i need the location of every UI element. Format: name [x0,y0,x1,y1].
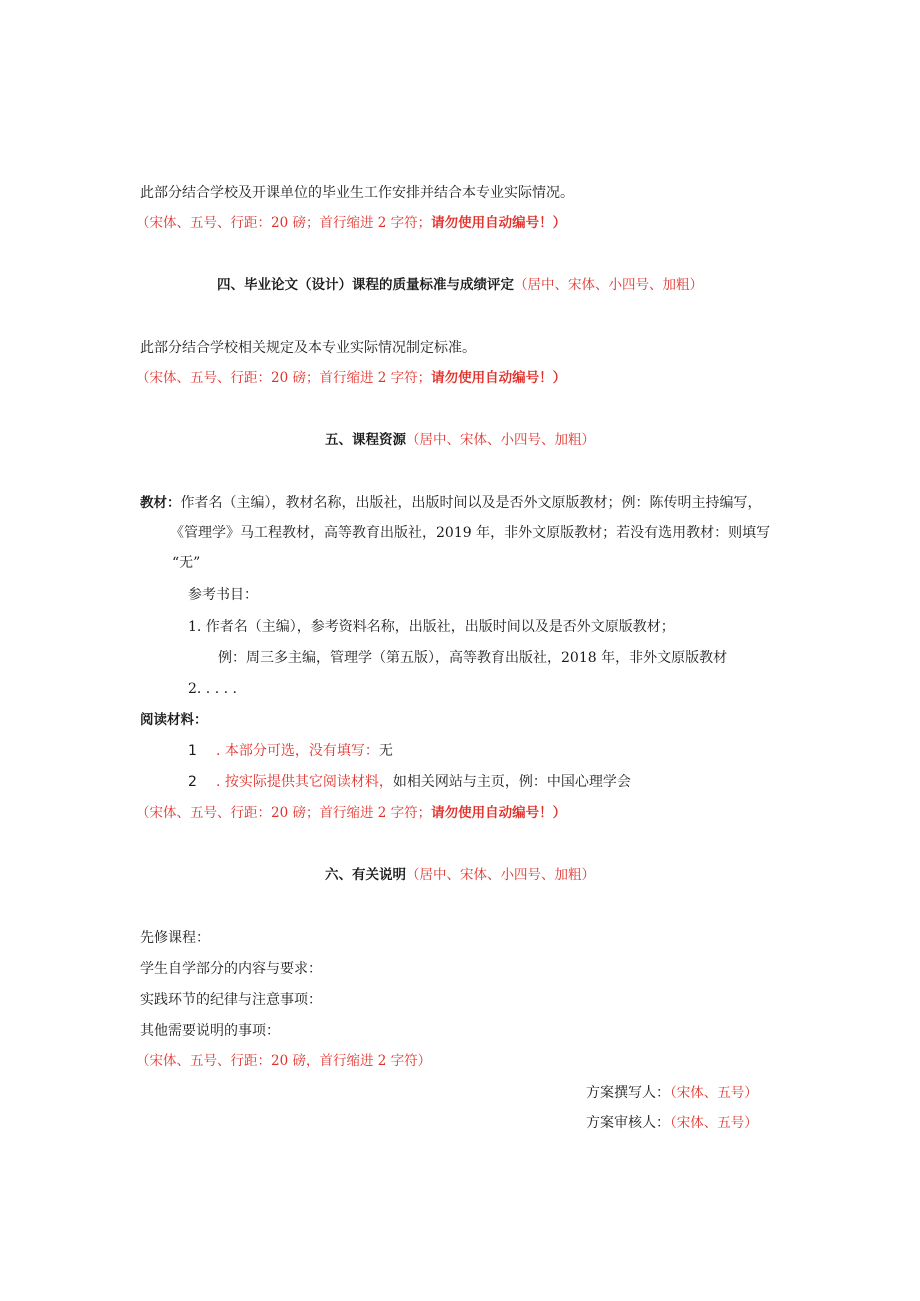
textbook-line-2: 《管理学》马工程教材，高等教育出版社，2019 年，非外文原版教材；若没有选用教材：则填写 [170,525,771,541]
reading-item-2 [188,772,631,792]
reading-item-2-number: 2 [188,774,197,790]
reading-item-1 [188,741,393,761]
reference-item-1: 1. 作者名（主编），参考资料名称，出版社，出版时间以及是否外文原版教材； [188,619,675,635]
section6-title: 六、有关说明 [325,867,406,883]
writer-label: 方案撰写人： [586,1085,670,1101]
reading-item-2-hint: . 按实际提供其它阅读材料， [216,774,393,790]
section3-body: 此部分结合学校及开课单位的毕业生工作安排并结合本专业实际情况。 [140,185,574,201]
section5-format-note [136,803,566,823]
section4-format-hint: （居中、宋体、小四号、加粗） [514,277,703,293]
reviewer-signature [586,1113,758,1133]
section5-title: 五、课程资源 [325,432,406,448]
reviewer-label: 方案审核人： [586,1115,670,1131]
reference-label: 参考书目： [188,587,258,603]
section4-body: 此部分结合学校相关规定及本专业实际情况制定标准。 [140,340,476,356]
note-part-a: （宋体、五号、行距：20 磅；首行缩进 2 字符； [136,805,432,821]
self-study-requirements: 学生自学部分的内容与要求： [140,961,322,977]
section3-format-note [136,213,566,233]
textbook-text-1: 作者名（主编），教材名称，出版社，出版时间以及是否外文原版教材；例：陈传明主持编写， [180,495,762,511]
reading-label: 阅读材料： [140,712,208,728]
section5-format-hint: （居中、宋体、小四号、加粗） [406,432,595,448]
reviewer-format-hint: （宋体、五号） [670,1115,758,1131]
note-part-b: 请勿使用自动编号！） [431,805,567,821]
reference-item-2: 2. . . . . [188,681,237,697]
practice-discipline: 实践环节的纪律与注意事项： [140,992,322,1008]
section4-format-note [136,368,566,388]
reading-item-1-number: 1 [188,743,197,759]
textbook-line-1 [140,493,762,513]
note-part-a: （宋体、五号、行距：20 磅；首行缩进 2 字符； [136,215,432,231]
note-part-b: 请勿使用自动编号！） [431,215,567,231]
textbook-line-3: “无” [172,555,201,571]
section6-format-hint: （居中、宋体、小四号、加粗） [406,867,595,883]
writer-format-hint: （宋体、五号） [670,1085,758,1101]
prerequisite-courses: 先修课程： [140,930,210,946]
other-matters: 其他需要说明的事项： [140,1023,280,1039]
note-part-b: 请勿使用自动编号！） [431,370,567,386]
reading-item-1-value: 无 [378,743,393,759]
section4-title: 四、毕业论文（设计）课程的质量标准与成绩评定 [217,277,514,293]
section4-heading [0,275,920,295]
textbook-label: 教材： [140,495,181,511]
reading-item-2-value: 如相关网站与主页，例：中国心理学会 [392,774,631,790]
section6-heading [0,865,920,885]
reading-item-1-hint: . 本部分可选，没有填写： [216,743,379,759]
section6-format-note: （宋体、五号、行距：20 磅，首行缩进 2 字符） [136,1053,432,1069]
writer-signature [586,1083,758,1103]
section5-heading [0,430,920,450]
note-part-a: （宋体、五号、行距：20 磅；首行缩进 2 字符； [136,370,432,386]
reference-item-1-example: 例：周三多主编，管理学（第五版），高等教育出版社，2018 年，非外文原版教材 [218,650,728,666]
